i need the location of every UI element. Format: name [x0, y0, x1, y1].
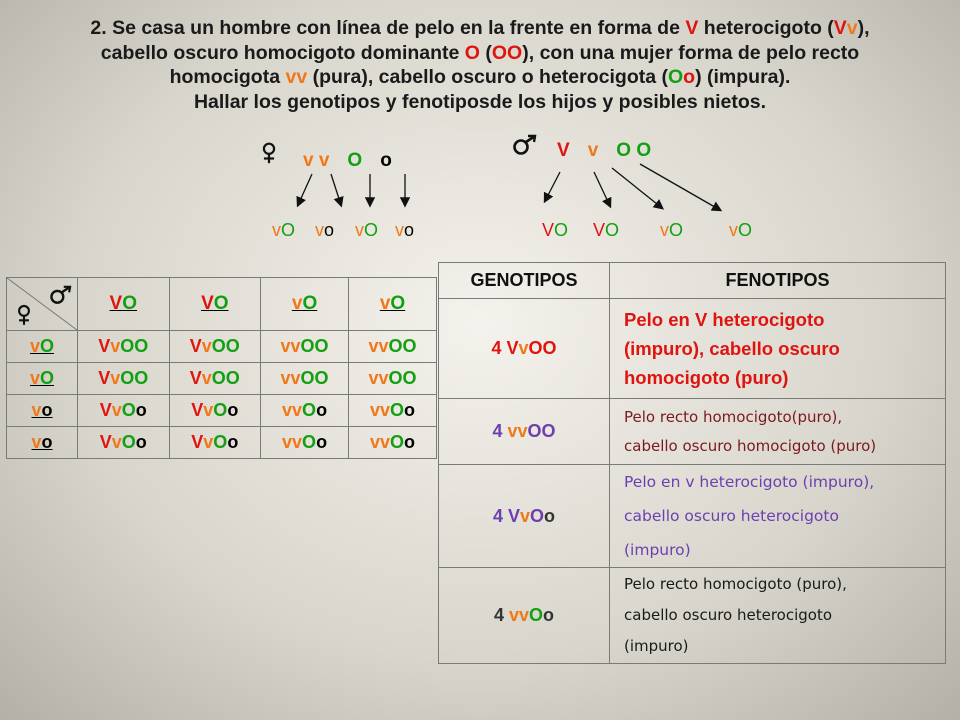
arrow: [545, 172, 560, 201]
title-line-2: cabello oscuro homocigoto dominante O (OO), con una mujer forma de pelo recto: [100, 41, 860, 64]
phenotype-header: FENOTIPOS: [610, 263, 946, 299]
genotype-header: GENOTIPOS: [439, 263, 610, 299]
col-header: vO: [349, 278, 437, 331]
punnett-cell: VvOo: [78, 395, 170, 427]
punnett-cell: VvOO: [78, 363, 170, 395]
arrow: [594, 172, 610, 206]
punnett-cell: VvOo: [169, 395, 261, 427]
punnett-cell: vvOo: [261, 395, 349, 427]
title-line-1: 2. Se casa un hombre con línea de pelo en la frente en forma de V heterocigoto (Vv),: [90, 17, 870, 39]
punnett-cell: vvOO: [261, 331, 349, 363]
female-gamete: vO: [355, 220, 379, 240]
col-header: vO: [261, 278, 349, 331]
arrow: [612, 168, 662, 208]
male-gamete: VO: [542, 220, 569, 240]
female-gamete: vo: [395, 220, 415, 240]
punnett-cell: VvOO: [169, 363, 261, 395]
col-header: VO: [78, 278, 170, 331]
phenotype-line: Pelo en V heterocigoto: [624, 309, 825, 330]
phenotype-line: (impuro): [624, 541, 691, 559]
results-table: [438, 262, 946, 664]
punnett-cell: VvOO: [169, 331, 261, 363]
col-header: VO: [169, 278, 261, 331]
corner-cell: [7, 278, 78, 331]
punnett-cell: vvOo: [261, 427, 349, 459]
punnett-cell: vvOO: [261, 363, 349, 395]
male-gamete: vO: [660, 220, 684, 240]
row-header: vo: [7, 395, 78, 427]
genotype-cell: 4 vvOO: [439, 399, 610, 465]
female-genotype: v v O o: [303, 150, 392, 171]
phenotype-cell: [610, 568, 946, 664]
phenotype-line: cabello oscuro heterocigoto: [624, 606, 833, 624]
title-line-3: homocigota vv (pura), cabello oscuro o heterocigota (Oo) (impura).: [169, 66, 791, 88]
male-symbol-icon: [49, 285, 73, 305]
punnett-cell: vvOo: [349, 395, 437, 427]
male-genotype: V v O O: [557, 140, 652, 161]
phenotype-line: (impuro), cabello oscuro: [624, 338, 840, 359]
phenotype-line: Pelo en v heterocigoto (impuro),: [624, 473, 875, 491]
female-symbol-icon: [15, 304, 33, 326]
punnett-cell: vvOO: [349, 331, 437, 363]
title-line-4: Hallar los genotipos y fenotiposde los hijos y posibles nietos.: [193, 90, 767, 113]
row-header: vO: [7, 363, 78, 395]
punnett-square: [6, 277, 437, 459]
male-gamete: VO: [593, 220, 620, 240]
arrow: [331, 174, 341, 205]
phenotype-cell: [610, 299, 946, 399]
punnett-cell: vvOo: [349, 427, 437, 459]
row-header: vO: [7, 331, 78, 363]
phenotype-cell: [610, 399, 946, 465]
phenotype-line: cabello oscuro homocigoto (puro): [624, 436, 877, 455]
punnett-cell: vvOO: [349, 363, 437, 395]
phenotype-line: cabello oscuro heterocigoto: [624, 507, 839, 525]
phenotype-cell: [610, 465, 946, 568]
row-header: vo: [7, 427, 78, 459]
arrow: [640, 164, 720, 210]
punnett-cell: VvOO: [78, 331, 170, 363]
female-gamete: vO: [272, 220, 296, 240]
phenotype-line: homocigoto (puro): [624, 367, 789, 388]
male-gamete: vO: [729, 220, 753, 240]
phenotype-line: Pelo recto homocigoto(puro),: [624, 407, 843, 426]
punnett-cell: VvOo: [169, 427, 261, 459]
genotype-cell: 4 VvOo: [439, 465, 610, 568]
phenotype-line: (impuro): [624, 637, 689, 655]
female-gamete: vo: [315, 220, 335, 240]
punnett-cell: VvOo: [78, 427, 170, 459]
gamete-arrows: [0, 0, 960, 260]
genotype-cell: 4 VvOO: [439, 299, 610, 399]
phenotype-line: Pelo recto homocigoto (puro),: [624, 575, 847, 593]
genotype-cell: 4 vvOo: [439, 568, 610, 664]
arrow: [298, 174, 312, 205]
